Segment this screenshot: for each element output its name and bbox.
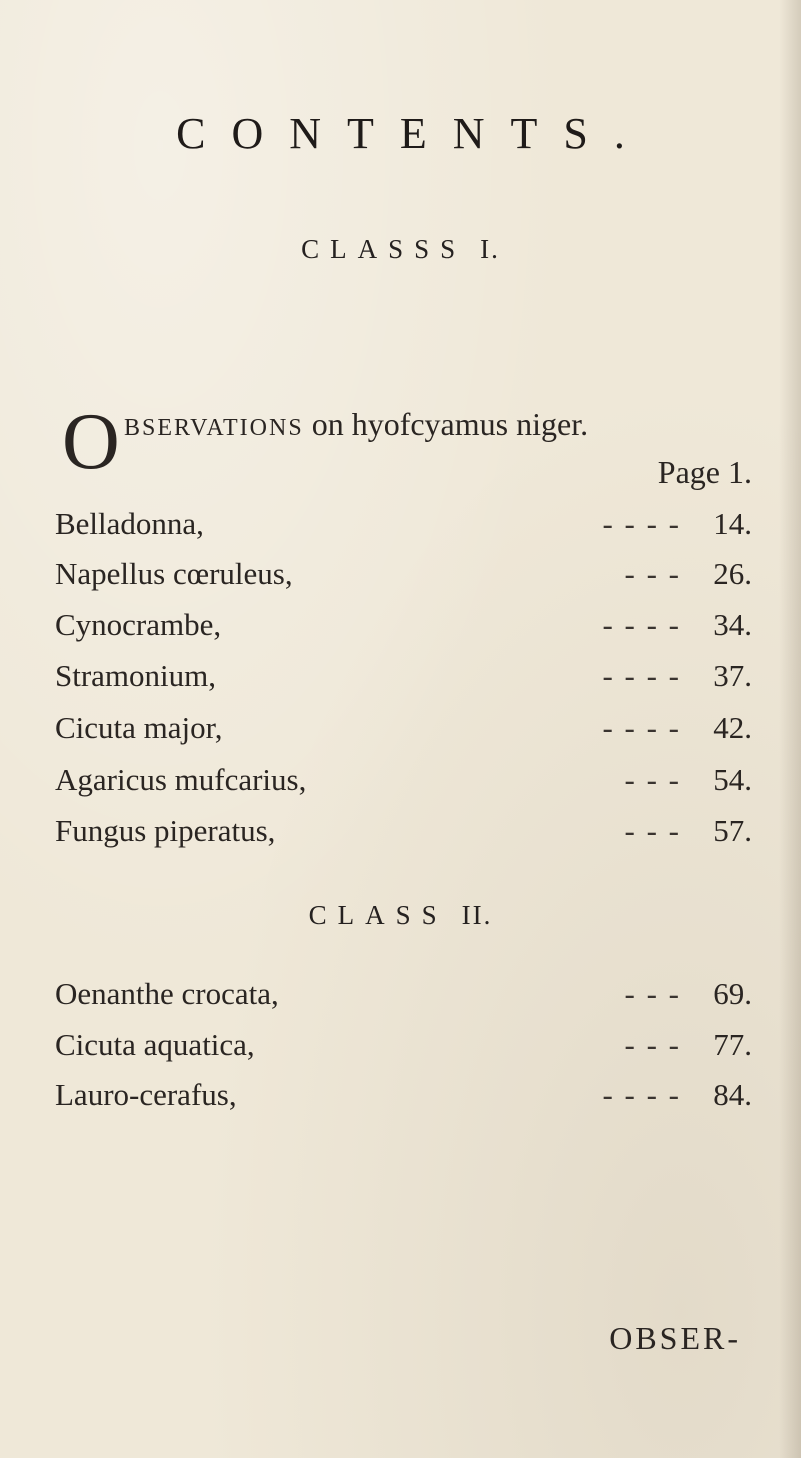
page-title: CONTENTS.: [176, 109, 651, 158]
toc-page-number: 37.: [713, 658, 752, 693]
toc-page-number: 26.: [713, 556, 752, 591]
toc-row: [0, 1077, 801, 1121]
toc-leader: - - -: [624, 976, 681, 1011]
toc-page-number: 14.: [713, 506, 752, 541]
toc-entry-name: Fungus piperatus,: [55, 813, 276, 848]
class-1-number: I.: [480, 234, 500, 264]
toc-entry-name: Stramonium,: [55, 658, 217, 693]
toc-row: [0, 710, 801, 754]
toc-page-number: 69.: [713, 976, 752, 1011]
toc-row: [0, 762, 801, 806]
class-2-label: CLASS: [308, 900, 448, 930]
catchword: OBSER-: [609, 1320, 741, 1356]
toc-page-number: 84.: [713, 1077, 752, 1112]
toc-page-number: 42.: [713, 710, 752, 745]
toc-entry-name: Cicuta aquatica,: [55, 1027, 255, 1062]
toc-page-number: 77.: [713, 1027, 752, 1062]
toc-row: [0, 506, 801, 550]
drop-cap: O: [62, 398, 120, 486]
toc-leader: - - - -: [602, 658, 681, 693]
first-entry-title-rest: on hyofcyamus niger.: [303, 406, 589, 442]
toc-leader: - - - -: [602, 506, 681, 541]
first-entry-page: Page 1.: [657, 454, 752, 490]
toc-page-number: 57.: [713, 813, 752, 848]
toc-row: [0, 813, 801, 857]
toc-entry-name: Lauro-cerafus,: [55, 1077, 237, 1112]
first-entry-title: [124, 406, 588, 443]
class-1-label: CLASSS: [301, 234, 467, 264]
toc-entry-name: Oenanthe crocata,: [55, 976, 279, 1011]
toc-row: [0, 556, 801, 600]
toc-entry-name: Napellus cœruleus,: [55, 556, 293, 591]
toc-entry-name: Cicuta major,: [55, 710, 223, 745]
first-entry: [62, 398, 752, 502]
toc-page-number: 54.: [713, 762, 752, 797]
toc-leader: - - -: [624, 556, 681, 591]
toc-leader: - - -: [624, 813, 681, 848]
toc-entry-name: Belladonna,: [55, 506, 204, 541]
class-1-heading: [0, 234, 801, 265]
toc-leader: - - - -: [602, 710, 681, 745]
toc-leader: - - - -: [602, 1077, 681, 1112]
toc-entry-name: Cynocrambe,: [55, 607, 222, 642]
class-2-number: II.: [461, 900, 493, 930]
toc-leader: - - -: [624, 762, 681, 797]
toc-page-number: 34.: [713, 607, 752, 642]
class-2-heading: [0, 900, 801, 931]
toc-leader: - - -: [624, 1027, 681, 1062]
toc-row: [0, 976, 801, 1020]
toc-row: [0, 607, 801, 651]
toc-row: [0, 658, 801, 702]
toc-row: [0, 1027, 801, 1071]
toc-leader: - - - -: [602, 607, 681, 642]
first-entry-title-smallcaps: BSERVATIONS: [124, 415, 304, 441]
toc-entry-name: Agaricus mufcarius,: [55, 762, 307, 797]
